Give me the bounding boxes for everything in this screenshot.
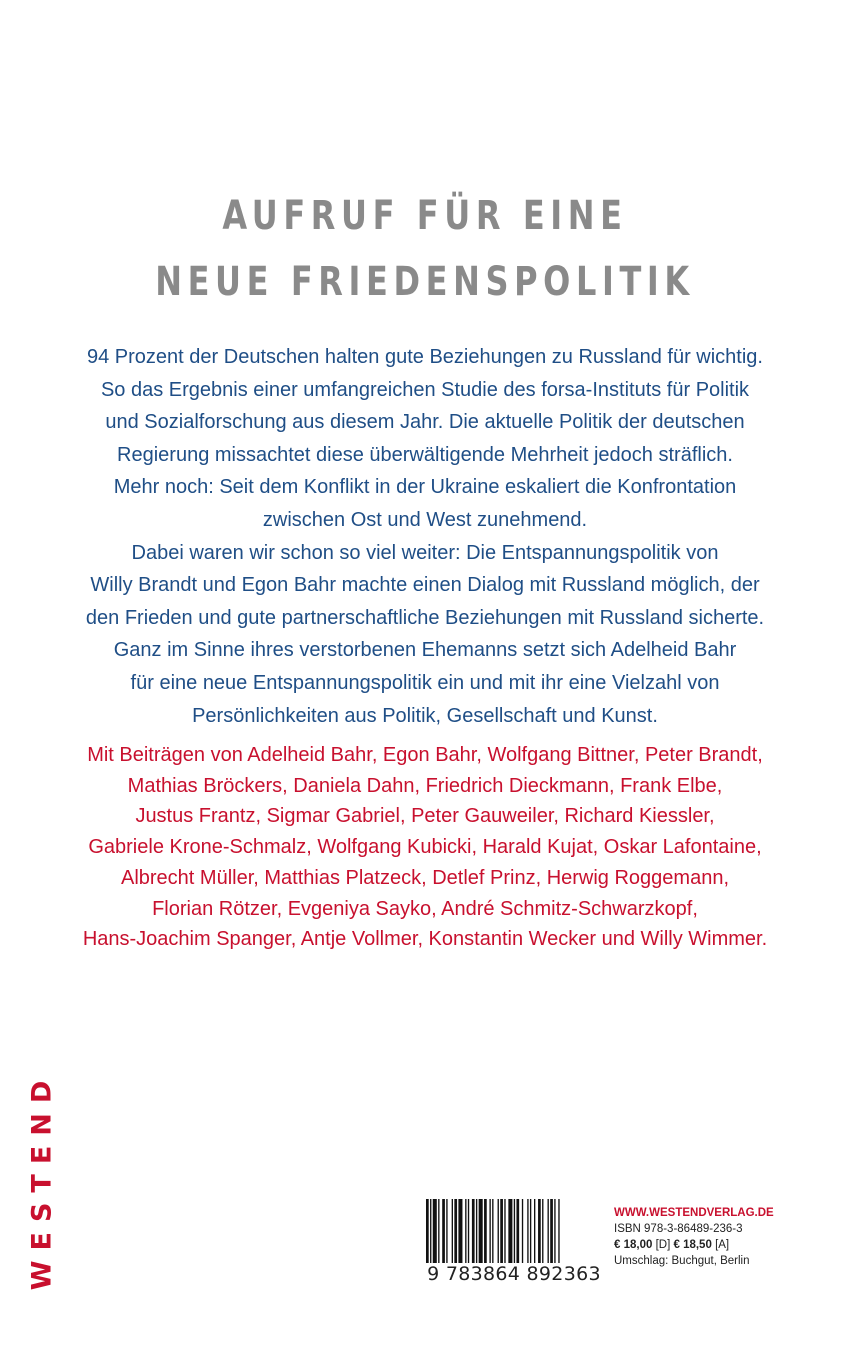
barcode-bar — [484, 1199, 487, 1269]
blurb-line: und Sozialforschung aus diesem Jahr. Die aktuelle Politik der deutschen — [105, 411, 745, 434]
barcode-bar — [514, 1199, 515, 1269]
barcode-bar — [550, 1199, 553, 1269]
barcode-bar — [498, 1199, 499, 1269]
blurb-line: für eine neue Entspannungspolitik ein und mit ihr eine Vielzahl von — [130, 671, 720, 694]
contributors-line: Florian Rötzer, Evgeniya Sayko, André Schmitz-Schwarzkopf, — [152, 897, 698, 920]
barcode-bar — [454, 1199, 457, 1269]
publisher-name: WESTEND — [26, 1070, 58, 1290]
isbn-barcode — [416, 1199, 612, 1285]
blurb-text — [60, 341, 790, 732]
blurb-line: den Frieden und gute partnerschaftliche Beziehungen mit Russland sicherte. — [85, 606, 765, 629]
price-at: € 18,50 — [673, 1239, 712, 1251]
barcode-bar — [430, 1199, 431, 1269]
cover-credit: Umschlag: Buchgut, Berlin — [614, 1255, 750, 1267]
blurb-line: Regierung missachtet diese überwältigende Mehrheit jedoch sträflich. — [117, 443, 733, 466]
barcode-bar — [489, 1199, 490, 1269]
contributors-list — [60, 740, 790, 955]
barcode-bar — [530, 1199, 531, 1269]
blurb-line: 94 Prozent der Deutschen halten gute Beziehungen zu Russland für wichtig. — [87, 346, 763, 368]
barcode-bar — [500, 1199, 503, 1269]
contributors-line: Albrecht Müller, Matthias Platzeck, Detlef Prinz, Herwig Roggemann, — [120, 866, 730, 889]
barcode-bar — [542, 1199, 543, 1269]
contributors-line: Justus Frantz, Sigmar Gabriel, Peter Gauweiler, Richard Kiessler, — [135, 805, 715, 828]
barcode-bar — [479, 1199, 483, 1269]
blurb-line: Willy Brandt und Egon Bahr machte einen Dialog mit Russland möglich, der — [90, 574, 760, 597]
blurb-line: Mehr noch: Seit dem Konflikt in der Ukraine eskaliert die Konfrontation — [113, 476, 737, 499]
barcode-bar — [458, 1199, 462, 1269]
title-line-1: AUFRUF FÜR EINE — [222, 193, 628, 239]
barcode-bar — [438, 1199, 439, 1269]
price-line — [614, 1237, 774, 1253]
blurb-line: Persönlichkeiten aus Politik, Gesellschaft und Kunst. — [192, 704, 658, 727]
price-at-country: [A] — [715, 1239, 730, 1251]
barcode-bar — [527, 1199, 528, 1269]
barcode-bar — [426, 1199, 429, 1269]
barcode-bar — [468, 1199, 469, 1269]
isbn-text: ISBN 978-3-86489-236-3 — [614, 1223, 743, 1235]
barcode-bar — [442, 1199, 445, 1269]
book-info — [614, 1205, 774, 1269]
publisher-url[interactable]: WWW.WESTENDVERLAG.DE — [614, 1207, 774, 1219]
barcode-bar — [433, 1199, 437, 1269]
price-de-country: [D] — [655, 1239, 671, 1251]
blurb-line: Dabei waren wir schon so viel weiter: Die Entspannungspolitik von — [131, 541, 719, 564]
blurb-line: zwischen Ost und West zunehmend. — [262, 508, 588, 531]
barcode-bar — [504, 1199, 505, 1269]
publisher-logo — [26, 1070, 58, 1290]
contributors-line: Mathias Bröckers, Daniela Dahn, Friedrich Dieckmann, Frank Elbe, — [127, 774, 723, 797]
contributors-line: Hans-Joachim Spanger, Antje Vollmer, Konstantin Wecker und Willy Wimmer. — [82, 928, 768, 951]
title-line-2: NEUE FRIEDENSPOLITIK — [155, 259, 695, 305]
barcode-bar — [516, 1199, 519, 1269]
barcode-bar — [548, 1199, 549, 1269]
contributors-line: Gabriele Krone-Schmalz, Wolfgang Kubicki, Harald Kujat, Oskar Lafontaine, — [88, 836, 762, 859]
blurb-line: Ganz im Sinne ihres verstorbenen Ehemanns setzt sich Adelheid Bahr — [113, 639, 737, 662]
price-de: € 18,00 — [614, 1239, 653, 1251]
barcode-bar — [522, 1199, 523, 1269]
barcode-bar — [538, 1199, 541, 1269]
contributors-line: Mit Beiträgen von Adelheid Bahr, Egon Bahr, Wolfgang Bittner, Peter Brandt, — [87, 744, 763, 766]
barcode-bar — [446, 1199, 447, 1269]
barcode-number: 9 783864 892363 — [416, 1263, 612, 1285]
barcode-bar — [465, 1199, 466, 1269]
barcode-bar — [472, 1199, 475, 1269]
barcode-bar — [558, 1199, 559, 1269]
barcode-bar — [452, 1199, 453, 1269]
barcode-bar — [508, 1199, 512, 1269]
barcode-bar — [476, 1199, 477, 1269]
barcode-bar — [554, 1199, 555, 1269]
barcode-bar — [492, 1199, 493, 1269]
blurb-line: So das Ergebnis einer umfangreichen Studie des forsa-Instituts für Politik — [100, 378, 750, 401]
barcode-bar — [534, 1199, 535, 1269]
